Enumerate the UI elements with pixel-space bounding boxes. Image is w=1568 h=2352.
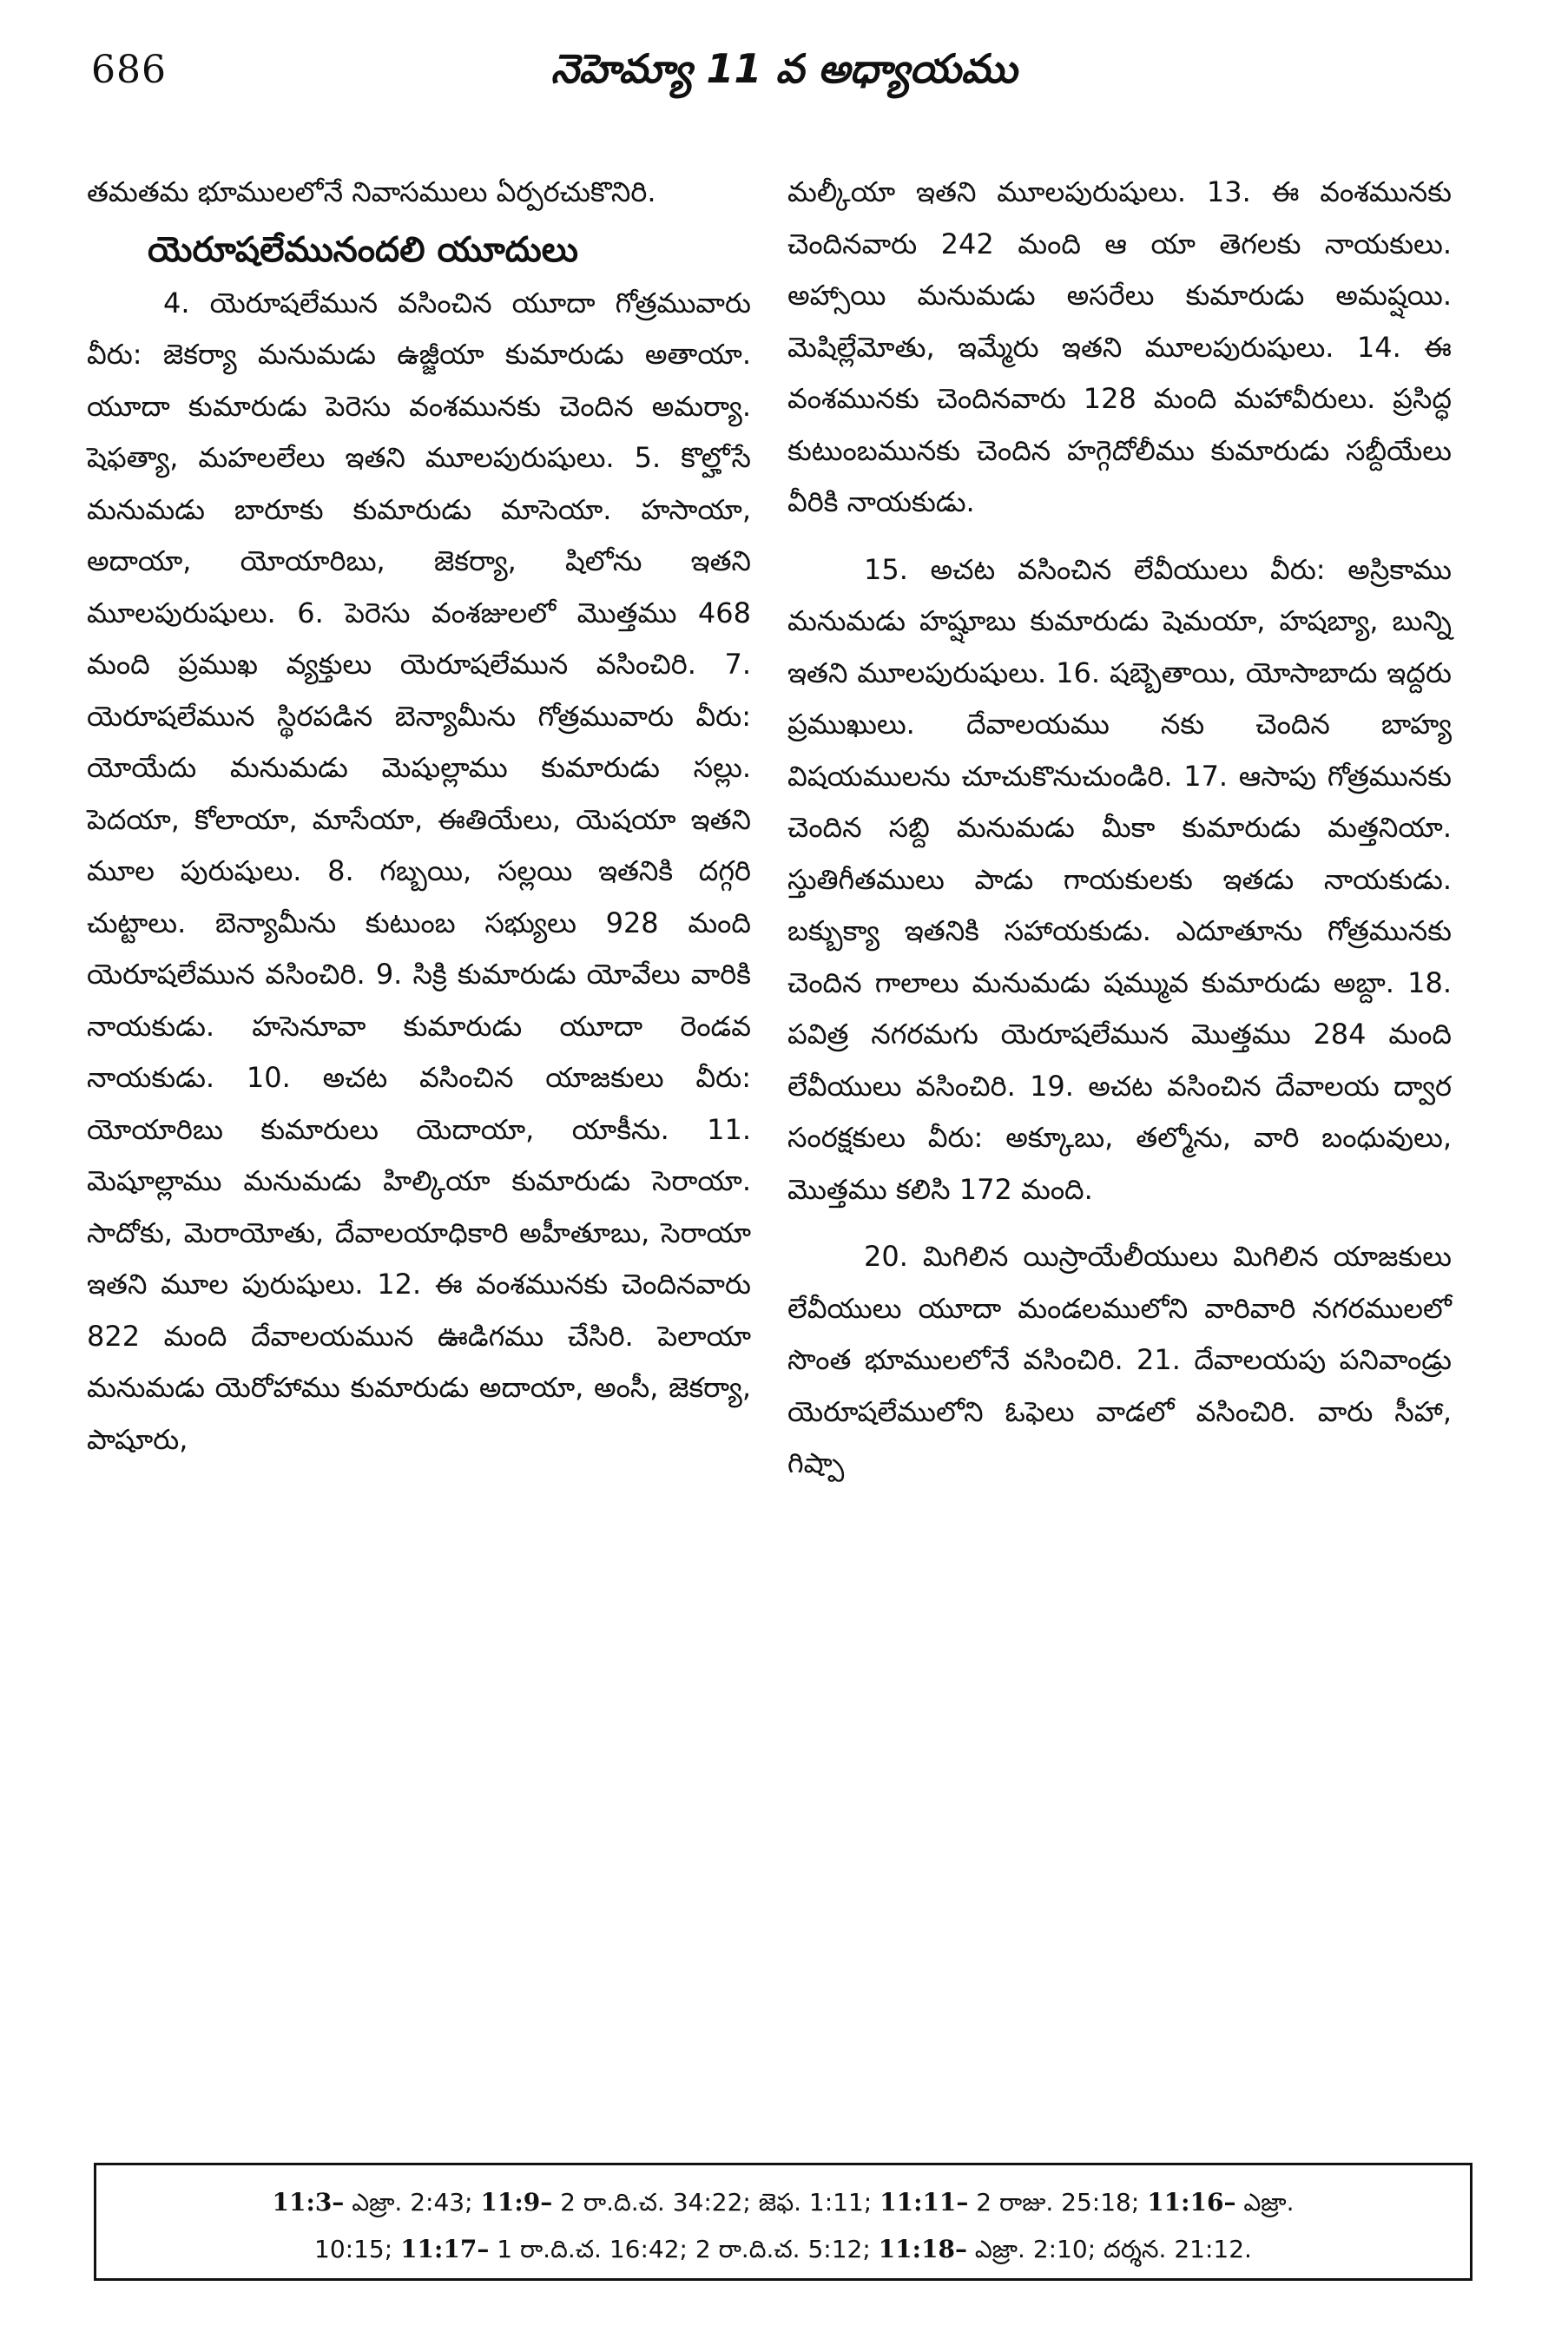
cross-reference: 11:3– ఎజ్రా. 2:43; (272, 2188, 481, 2217)
right-column (787, 167, 1452, 1490)
page-header (0, 0, 1568, 130)
paragraph: 4. యెరూషలేమున వసించిన యూదా గోత్రమువారు వీరు: జెకర్యా మనుమడు ఉజ్జీయా కుమారుడు అతాయా. యూదా కుమారుడు పెరెసు వంశమునకు చెందిన అమర్యా. షెఫత్యా, మహలలేలు ఇతని మూలపురుషులు. 5. కొల్హోసే మనుమడు బారూకు కుమారుడు మాసెయా. హసాయా, అదాయా, యోయారిబు, జెకర్యా, షిలోను ఇతని మూలపురుషులు. 6. పెరెసు వంశజులలో మొత్తము 468 మంది ప్రముఖ వ్యక్తులు యెరూషలేమున వసించిరి. 7. యెరూషలేమున స్థిరపడిన బెన్యామీను గోత్రమువారు వీరు: యోయేదు మనుమడు మెషుల్లాము కుమారుడు సల్లు. పెదయా, కోలాయా, మాసేయా, ఈతియేలు, యెషయా ఇతని మూల పురుషులు. 8. గబ్బయి, సల్లయి ఇతనికి దగ్గరి చుట్టాలు. బెన్యామీను కుటుంబ సభ్యులు 928 మంది యెరూషలేమున వసించిరి. 9. సిక్రి కుమారుడు యోవేలు వారికి నాయకుడు. హసెనూవా కుమారుడు యూదా రెండవ నాయకుడు. 10. అచట వసించిన యాజకులు వీరు: యోయారిబు కుమారులు యెదాయా, యాకీను. 11. మెషూల్లాము మనుమడు హిల్కియా కుమారుడు సెరాయా. సాదోకు, మెరాయోతు, దేవాలయాధికారి అహీతూబు, సెరాయా ఇతని మూల పురుషులు. 12. ఈ వంశమునకు చెందినవారు 822 మంది దేవాలయమున ఊడిగము చేసిరి. పెలాయా మనుమడు యెరోహాము కుమారుడు అదాయా, అంసీ, జెకర్యా, పాషూరు, (87, 286, 751, 1456)
paragraph: 15. అచట వసించిన లేవీయులు వీరు: అస్రికాము మనుమడు హష్షూబు కుమారుడు షెమయా, హషబ్యా, బున్ని ఇతని మూలపురుషులు. 16. షబ్బెతాయి, యోసాబాదు ఇద్దరు ప్రముఖులు. దేవాలయము నకు చెందిన బాహ్య విషయములను చూచుకొనుచుండిరి. 17. ఆసాపు గోత్రమునకు చెందిన సబ్ది మనుమడు మీకా కుమారుడు మత్తనియా. స్తుతిగీతములు పాడు గాయకులకు ఇతడు నాయకుడు. బక్బుక్యా ఇతనికి సహాయకుడు. ఎదూతూను గోత్రమునకు చెందిన గాలాలు మనుమడు షమ్మువ కుమారుడు అబ్దా. 18. పవిత్ర నగరమగు యెరూషలేమున మొత్తము 284 మంది లేవీయులు వసించిరి. 19. అచట వసించిన దేవాలయ ద్వార సంరక్షకులు వీరు: అక్కూబు, తల్మోను, వారి బంధువులు, మొత్తము కలిసి 172 మంది. (787, 552, 1452, 1206)
cross-reference: 11:18– ఎజ్రా. 2:10; దర్శన. 21:12. (878, 2235, 1252, 2263)
cross-reference-line (131, 2179, 1435, 2226)
left-column (87, 167, 751, 1466)
page-number: 686 (91, 48, 167, 92)
cross-reference: 10:15; (314, 2235, 401, 2263)
cross-reference: 11:17– 1 రా.ది.చ. 16:42; 2 రా.ది.చ. 5:12; (400, 2235, 879, 2263)
cross-reference-box (94, 2163, 1472, 2281)
running-title: నెహెమ్యా 11 వ అధ్యాయము (550, 45, 1018, 92)
paragraph: మల్కీయా ఇతని మూలపురుషులు. 13. ఈ వంశమునకు చెందినవారు 242 మంది ఆ యా తెగలకు నాయకులు. అహ్సాయి మనుమడు అసరేలు కుమారుడు అమష్షయి. మెషిల్లేమోతు, ఇమ్మేరు ఇతని మూలపురుషులు. 14. ఈ వంశమునకు చెందినవారు 128 మంది మహావీరులు. ప్రసిద్ధ కుటుంబమునకు చెందిన హగ్గెదోలీము కుమారుడు సబ్దీయేలు వీరికి నాయకుడు. (787, 175, 1452, 518)
paragraph: తమతమ భూములలోనే నివాసములు ఏర్పరచుకొనిరి. (87, 175, 656, 208)
section-heading: యెరూషలేమునందలి యూదులు (148, 229, 578, 270)
cross-reference: 11:16– ఎజ్రా. (1147, 2188, 1295, 2217)
cross-reference: 11:9– 2 రా.ది.చ. 34:22; జెఫ. 1:11; (480, 2188, 880, 2217)
cross-reference: 11:11– 2 రాజు. 25:18; (880, 2188, 1148, 2217)
paragraph: 20. మిగిలిన యిస్రాయేలీయులు మిగిలిన యాజకులు లేవీయులు యూదా మండలములోని వారివారి నగరములలో సొంత భూములలోనే వసించిరి. 21. దేవాలయపు పనివాండ్రు యెరూషలేములోని ఓఫెలు వాడలో వసించిరి. వారు సీహా, గిష్పా (787, 1240, 1452, 1479)
cross-reference-line (131, 2226, 1435, 2273)
